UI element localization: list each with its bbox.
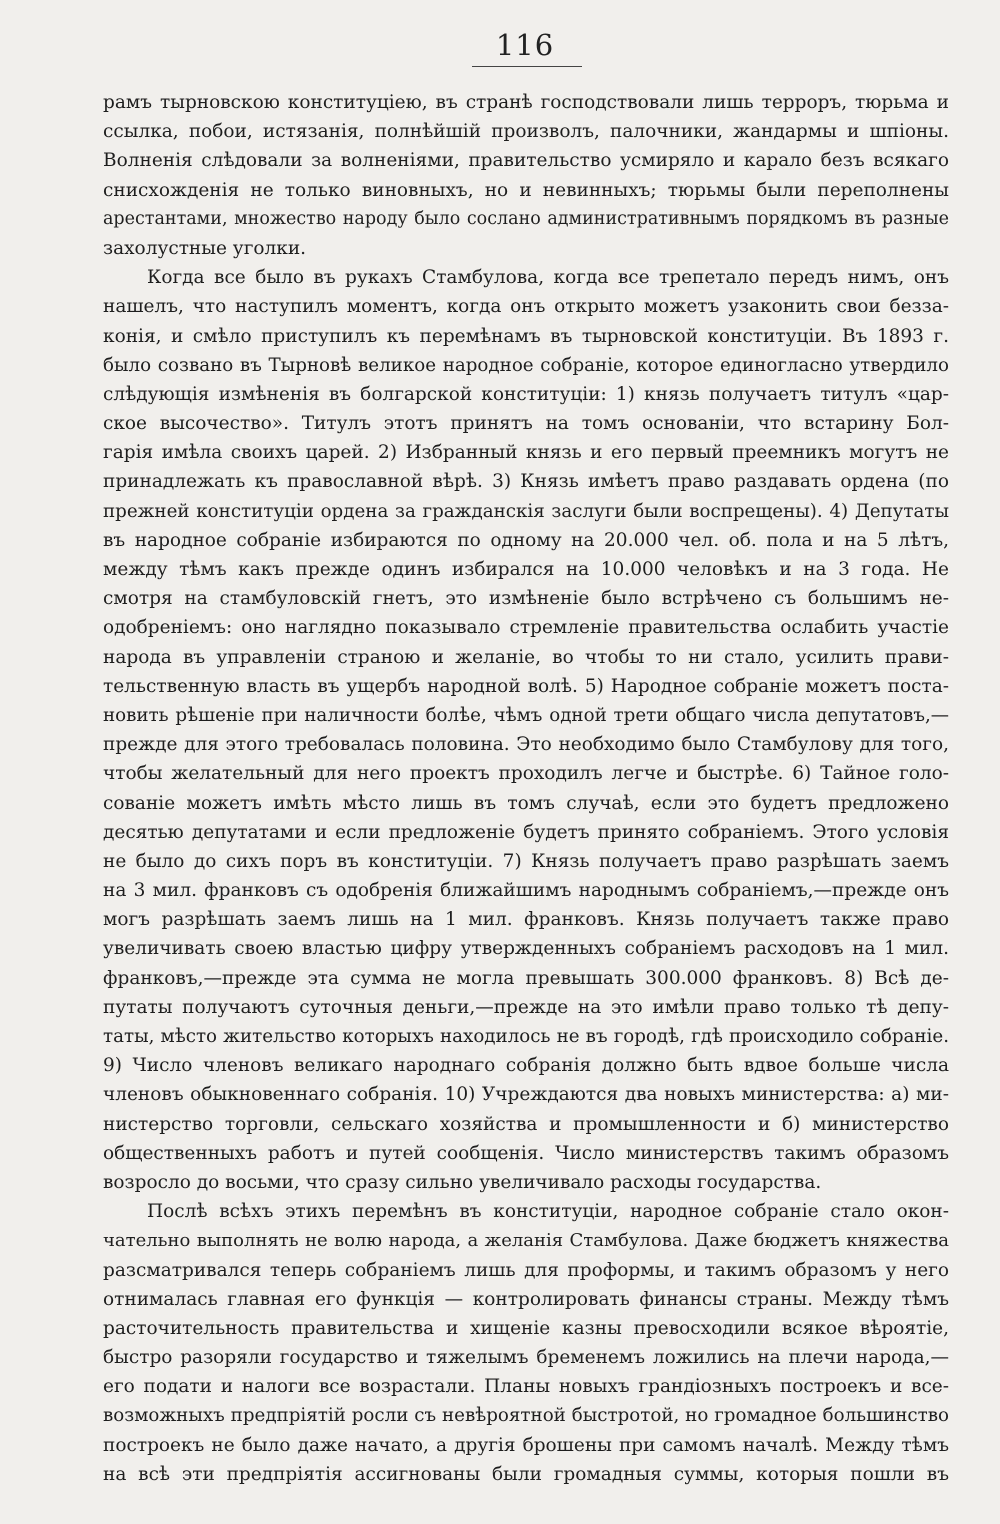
text-line: на 3 мил. франковъ съ одобренія ближайшимъ народнымъ собраніемъ,—прежде онъ [103, 880, 949, 902]
text-line: чательно выполнять не волю народа, а желанія Стамбулова. Даже бюджетъ княжества [103, 1230, 949, 1252]
text-line: не было до сихъ поръ въ конституціи. 7) Князь получаетъ право разрѣшать заемъ [103, 850, 949, 872]
text-line: смотря на стамбуловскій гнетъ, это измѣненіе было встрѣчено съ большимъ не- [103, 588, 949, 610]
text-line: нашелъ, что наступилъ моментъ, когда онъ открыто можетъ узаконить свои безза- [103, 296, 949, 318]
text-line: снисхожденія не только виновныхъ, но и невинныхъ; тюрьмы были переполнены [103, 179, 949, 201]
text-line: могъ разрѣшать заемъ лишь на 1 мил. франковъ. Князь получаетъ также право [103, 909, 949, 931]
text-line: путаты получаютъ суточныя деньги,—прежде на это имѣли право только тѣ депу- [103, 996, 949, 1018]
text-line: десятью депутатами и если предложеніе будетъ принято собраніемъ. Этого условія [103, 821, 949, 843]
text-line: Когда все было въ рукахъ Стамбулова, когда все трепетало передъ нимъ, онъ [147, 267, 949, 289]
text-line: захолустные уголки. [103, 237, 307, 259]
text-line: прежней конституціи ордена за гражданскія заслуги были воспрещены). 4) Депутаты [103, 500, 949, 522]
text-line: членовъ обыкновеннаго собранія. 10) Учреждаются два новыхъ министерства: а) ми- [103, 1084, 949, 1106]
text-line: рамъ тырновскою конституціею, въ странѣ господствовали лишь терроръ, тюрьма и [103, 92, 949, 113]
text-line: гарія имѣла своихъ царей. 2) Избранный князь и его первый преемникъ могутъ не [103, 442, 949, 464]
text-line: возросло до восьми, что сразу сильно увеличивало расходы государства. [103, 1171, 822, 1193]
text-line: таты, мѣсто жительство которыхъ находилось не въ городѣ, гдѣ происходило собраніе. [103, 1026, 949, 1047]
text-line: на всѣ эти предпріятія ассигнованы были громадныя суммы, которыя пошли въ [103, 1463, 949, 1485]
text-line: сованіе можетъ имѣть мѣсто лишь въ томъ случаѣ, если это будетъ предложено [103, 792, 949, 814]
text-line: Послѣ всѣхъ этихъ перемѣнъ въ конституціи, народное собраніе стало окон- [147, 1201, 949, 1223]
text-line: конія, и смѣло приступилъ къ перемѣнамъ въ тырновской конституціи. Въ 1893 г. [103, 325, 949, 347]
text-line: отнималась главная его функція — контролировать финансы страны. Между тѣмъ [103, 1288, 949, 1310]
text-line: чтобы желательный для него проектъ проходилъ легче и быстрѣе. 6) Тайное голо- [103, 763, 949, 785]
text-line: принадлежать къ православной вѣрѣ. 3) Князь имѣетъ право раздавать ордена (по [103, 471, 949, 493]
text-line: ссылка, побои, истязанія, полнѣйшій произволъ, палочники, жандармы и шпіоны. [103, 121, 949, 143]
text-line: новить рѣшеніе при наличности болѣе, чѣмъ одной трети общаго числа депутатовъ,— [103, 704, 949, 726]
text-line: быстро разоряли государство и тяжелымъ бременемъ ложились на плечи народа,— [103, 1347, 949, 1369]
text-line: его подати и налоги все возрастали. Планы новыхъ грандіозныхъ построекъ и все- [103, 1376, 949, 1398]
body-text [103, 88, 949, 1489]
text-line: одобреніемъ: оно наглядно показывало стремленіе правительства ослабить участіе [103, 617, 949, 639]
text-line: построекъ не было даже начато, а другія брошены при самомъ началѣ. Между тѣмъ [103, 1434, 949, 1456]
text-line: было созвано въ Тырновѣ великое народное собраніе, которое единогласно утвердило [103, 354, 949, 376]
text-line: прежде для этого требовалась половина. Это необходимо было Стамбулову для того, [103, 734, 949, 756]
text-line: нистерство торговли, сельскаго хозяйства и промышленности и б) министерство [103, 1113, 949, 1135]
text-line: расточительность правительства и хищеніе казны превосходили всякое вѣроятіе, [103, 1317, 949, 1339]
page-number-rule [472, 66, 582, 67]
text-line: разсматривался теперь собраніемъ лишь для проформы, и такимъ образомъ у него [103, 1259, 949, 1281]
text-line: между тѣмъ какъ прежде одинъ избирался на 10.000 человѣкъ и на 3 года. Не [103, 559, 949, 580]
text-line: франковъ,—прежде эта сумма не могла превышать 300.000 франковъ. 8) Всѣ де- [103, 967, 949, 989]
text-line: народа въ управленіи страною и желаніе, во чтобы то ни стало, усилить прави- [103, 646, 949, 668]
text-line: въ народное собраніе избираются по одному на 20.000 чел. об. пола и на 5 лѣтъ, [103, 529, 949, 551]
text-line: общественныхъ работъ и путей сообщенія. Число министерствъ такимъ образомъ [103, 1142, 949, 1164]
text-line: ское высочество». Титулъ этотъ принятъ на томъ основаніи, что встарину Бол- [103, 413, 949, 435]
text-line: 9) Число членовъ великаго народнаго собранія должно быть вдвое больше числа [103, 1055, 949, 1077]
text-line: тельственную власть въ ущербъ народной волѣ. 5) Народное собраніе можетъ поста- [103, 675, 949, 697]
page-number: 116 [495, 28, 555, 62]
text-line: Волненія слѣдовали за волненіями, правительство усмиряло и карало безъ всякаго [103, 150, 949, 172]
text-line: возможныхъ предпріятій росли съ невѣроятной быстротой, но громадное большинство [103, 1405, 949, 1427]
text-line: увеличивать своею властью цифру утвержденныхъ собраніемъ расходовъ на 1 мил. [103, 938, 949, 960]
text-line: арестантами, множество народу было сослано административнымъ порядкомъ въ разные [103, 208, 949, 229]
text-line: слѣдующія измѣненія въ болгарской конституціи: 1) князь получаетъ титулъ «цар- [103, 383, 949, 405]
